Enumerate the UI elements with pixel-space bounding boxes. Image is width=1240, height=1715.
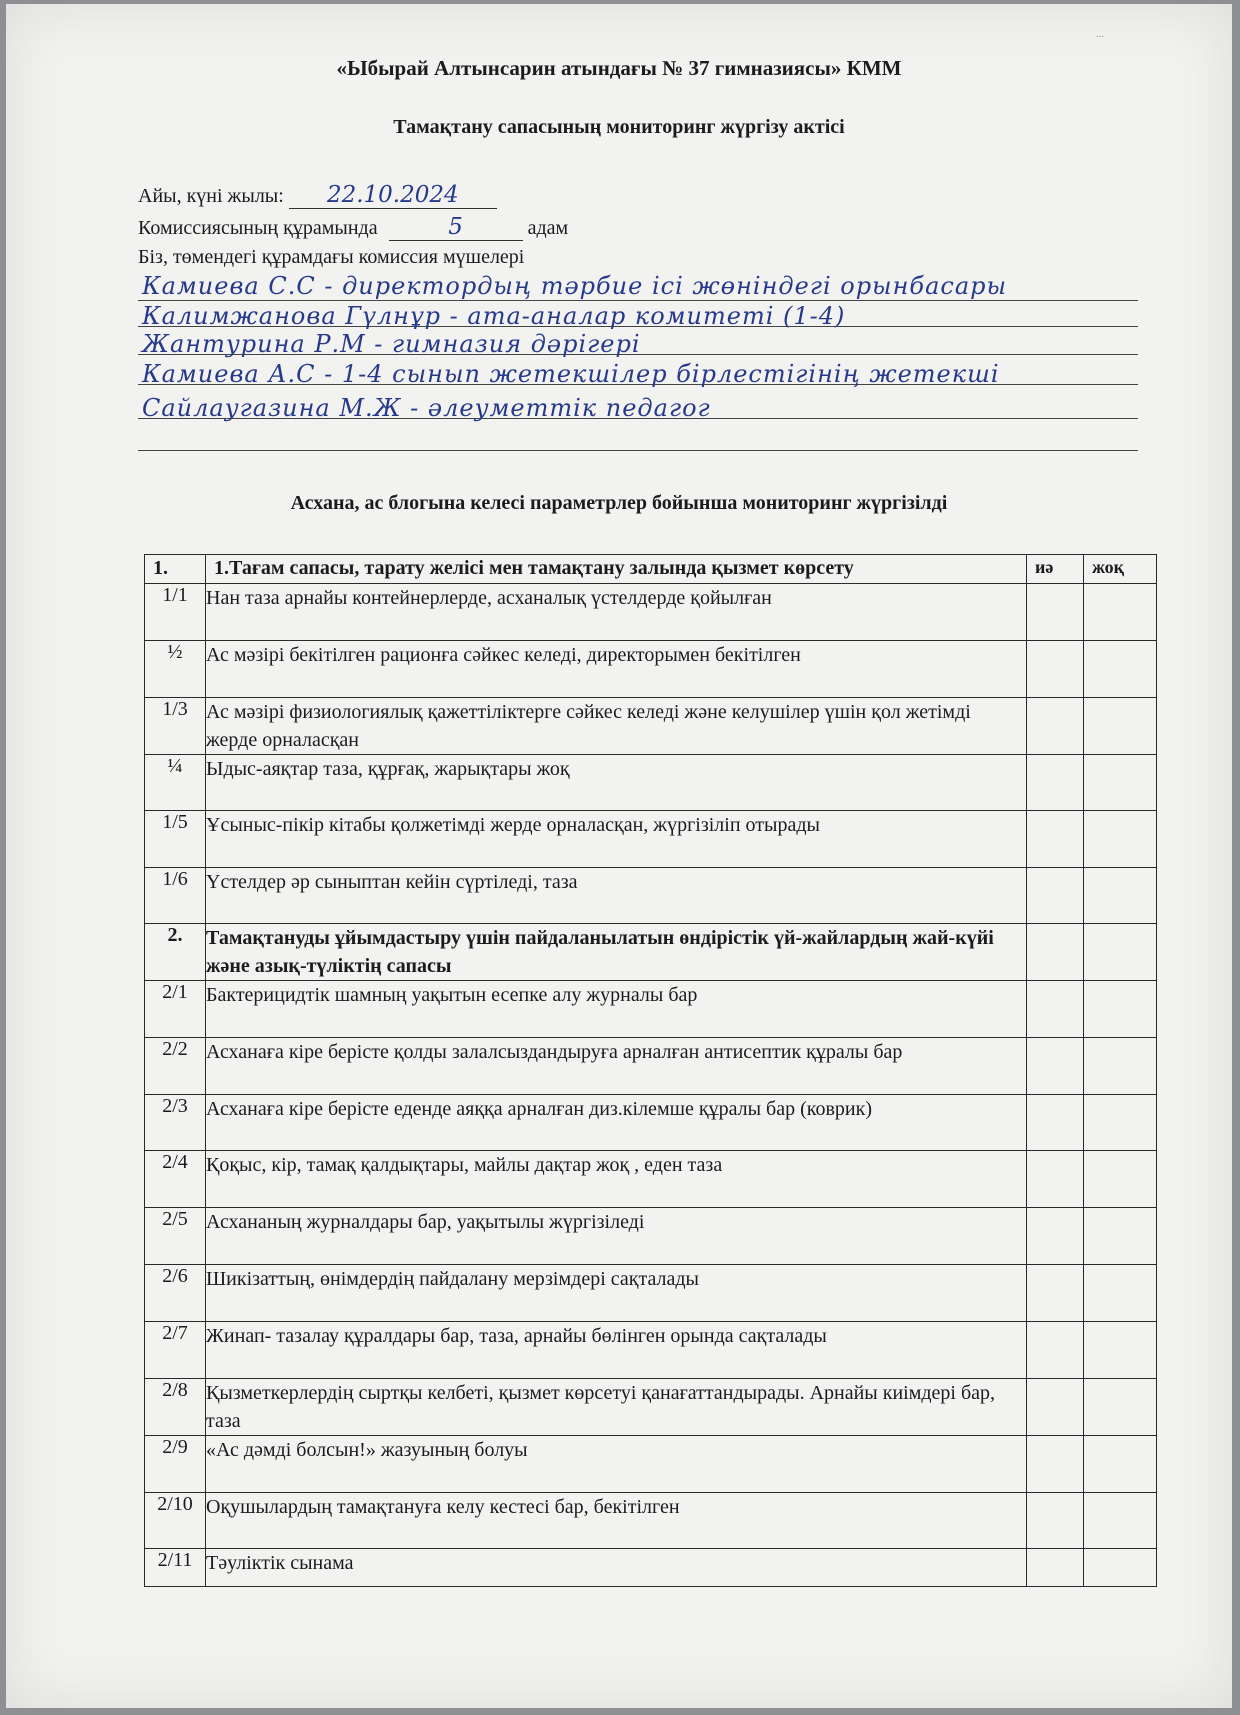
table-row <box>145 584 1157 641</box>
row-criterion: Асханаға кіре берісте қолды залалсыздандыруға арналған антисептик құралы бар <box>206 1038 1027 1095</box>
table-row <box>145 1265 1157 1322</box>
no-cell <box>1084 1549 1157 1587</box>
no-cell <box>1084 641 1157 698</box>
row-criterion: Асхананың журналдары бар, уақытылы жүргізіледі <box>206 1208 1027 1265</box>
yes-cell <box>1027 1379 1084 1436</box>
table-row <box>145 1379 1157 1436</box>
yes-cell <box>1027 1549 1084 1587</box>
row-number: 1/5 <box>145 811 206 868</box>
row-criterion: Қоқыс, кір, тамақ қалдықтары, майлы дақтар жоқ , еден таза <box>206 1151 1027 1208</box>
row-criterion: Оқушылардың тамақтануға келу кестесі бар, бекітілген <box>206 1493 1027 1549</box>
no-cell <box>1084 811 1157 868</box>
date-field <box>138 182 497 209</box>
row-criterion: Қызметкерлердің сыртқы келбеті, қызмет көрсетуі қанағаттандырады. Арнайы киімдері бар, таза <box>206 1379 1027 1436</box>
member-5: Сайлаугазина М.Ж - әлеуметтік педагог <box>142 394 711 422</box>
member-3: Жантурина Р.М - гимназия дәрігері <box>142 330 641 358</box>
table-row <box>145 755 1157 811</box>
table-row <box>145 1322 1157 1379</box>
table-row <box>145 981 1157 1038</box>
section-row <box>145 924 1157 981</box>
document-page <box>6 4 1232 1708</box>
act-title: Тамақтану сапасының мониторинг жүргізу актісі <box>393 116 845 138</box>
row-criterion: Тәуліктік сынама <box>206 1549 1027 1587</box>
commission-count: 5 <box>448 214 463 240</box>
yes-cell <box>1027 1151 1084 1208</box>
row-criterion: Жинап- тазалау құралдары бар, таза, арнайы бөлінген орында сақталады <box>206 1322 1027 1379</box>
no-cell <box>1084 1151 1157 1208</box>
row-criterion: Үстелдер әр сыныптан кейін сүртіледі, таза <box>206 868 1027 924</box>
no-cell <box>1084 1322 1157 1379</box>
commission-field <box>138 214 568 241</box>
row-criterion: Ұсыныс-пікір кітабы қолжетімді жерде орналасқан, жүргізіліп отырады <box>206 811 1027 868</box>
table-row <box>145 1549 1157 1587</box>
corner-mark: ... <box>1096 28 1105 40</box>
row-number: ½ <box>145 641 206 698</box>
row-number: 1/3 <box>145 698 206 755</box>
no-cell <box>1084 1038 1157 1095</box>
yes-cell <box>1027 1322 1084 1379</box>
date-fill <box>289 182 497 209</box>
row-criterion: «Ас дәмді болсын!» жазуының болуы <box>206 1436 1027 1493</box>
commission-fill <box>389 214 523 241</box>
row-number: 2/2 <box>145 1038 206 1095</box>
row-number: 2/4 <box>145 1151 206 1208</box>
table-row <box>145 1436 1157 1493</box>
row-number: ¼ <box>145 755 206 811</box>
table-row <box>145 868 1157 924</box>
table-row <box>145 1038 1157 1095</box>
member-2: Калимжанова Гүлнұр - ата-аналар комитеті (1-4) <box>142 302 846 330</box>
header-no: жоқ <box>1084 555 1157 584</box>
yes-cell <box>1027 981 1084 1038</box>
yes-cell <box>1027 584 1084 641</box>
row-criterion: Тамақтануды ұйымдастыру үшін пайдаланылатын өндірістік үй-жайлардың жай-күйі және азық-түліктің сапасы <box>206 924 1027 981</box>
row-number: 2/7 <box>145 1322 206 1379</box>
yes-cell <box>1027 1493 1084 1549</box>
member-4: Камиева А.С - 1-4 сынып жетекшілер бірлестігінің жетекші <box>142 360 1000 388</box>
member-1: Камиева С.С - директордың тәрбие ісі жөніндегі орынбасары <box>142 272 1008 300</box>
no-cell <box>1084 1265 1157 1322</box>
no-cell <box>1084 1379 1157 1436</box>
row-number: 2/5 <box>145 1208 206 1265</box>
members-label: Біз, төмендегі құрамдағы комиссия мүшелері <box>138 246 525 268</box>
commission-unit: адам <box>527 217 569 239</box>
no-cell <box>1084 868 1157 924</box>
table-row <box>145 811 1157 868</box>
table-row <box>145 698 1157 755</box>
table-row <box>145 641 1157 698</box>
yes-cell <box>1027 641 1084 698</box>
row-criterion: Шикізаттың, өнімдердің пайдалану мерзімдері сақталады <box>206 1265 1027 1322</box>
yes-cell <box>1027 868 1084 924</box>
row-number: 2/6 <box>145 1265 206 1322</box>
no-cell <box>1084 1095 1157 1151</box>
table-row <box>145 1151 1157 1208</box>
row-number: 2/10 <box>145 1493 206 1549</box>
row-number: 2/11 <box>145 1549 206 1587</box>
row-criterion: Нан таза арнайы контейнерлерде, асханалық үстелдерде қойылған <box>206 584 1027 641</box>
row-criterion: Ыдыс-аяқтар таза, құрғақ, жарықтары жоқ <box>206 755 1027 811</box>
table-row <box>145 1208 1157 1265</box>
section-title: Асхана, ас блогына келесі параметрлер бойынша мониторинг жүргізілді <box>290 492 948 514</box>
row-criterion: Ас мәзірі физиологиялық қажеттіліктерге сәйкес келеді және келушілер үшін қол жетімді жерде орналасқан <box>206 698 1027 755</box>
commission-label: Комиссиясының құрамында <box>138 217 378 239</box>
header-title: 1.Тағам сапасы, тарату желісі мен тамақтану залында қызмет көрсету <box>206 555 1027 584</box>
no-cell <box>1084 1493 1157 1549</box>
row-number: 1/1 <box>145 584 206 641</box>
no-cell <box>1084 1208 1157 1265</box>
row-number: 1/6 <box>145 868 206 924</box>
date-label: Айы, күні жылы: <box>138 185 284 207</box>
yes-cell <box>1027 1436 1084 1493</box>
row-number: 2/3 <box>145 1095 206 1151</box>
monitoring-table <box>144 554 1157 1587</box>
yes-cell <box>1027 1265 1084 1322</box>
yes-cell <box>1027 1095 1084 1151</box>
row-criterion: Асханаға кіре берісте еденде аяққа арналған диз.кілемше құралы бар (коврик) <box>206 1095 1027 1151</box>
header-yes: иә <box>1027 555 1084 584</box>
member-line-1 <box>138 300 1138 301</box>
no-cell <box>1084 1436 1157 1493</box>
table-row <box>145 1493 1157 1549</box>
organization-title: «Ыбырай Алтынсарин атындағы № 37 гимназиясы» КММ <box>336 56 902 80</box>
no-cell <box>1084 698 1157 755</box>
yes-cell <box>1027 755 1084 811</box>
no-cell <box>1084 924 1157 981</box>
yes-cell <box>1027 698 1084 755</box>
no-cell <box>1084 755 1157 811</box>
row-number: 2/9 <box>145 1436 206 1493</box>
yes-cell <box>1027 811 1084 868</box>
no-cell <box>1084 584 1157 641</box>
row-criterion: Бактерицидтік шамның уақытын есепке алу журналы бар <box>206 981 1027 1038</box>
row-number: 2. <box>145 924 206 981</box>
yes-cell <box>1027 1038 1084 1095</box>
yes-cell <box>1027 1208 1084 1265</box>
date-value: 22.10.2024 <box>326 182 459 208</box>
no-cell <box>1084 981 1157 1038</box>
yes-cell <box>1027 924 1084 981</box>
table-row <box>145 1095 1157 1151</box>
header-num: 1. <box>145 555 206 584</box>
member-line-6 <box>138 450 1138 451</box>
row-criterion: Ас мәзірі бекітілген рационға сәйкес келеді, директорымен бекітілген <box>206 641 1027 698</box>
table-body <box>145 584 1157 1587</box>
row-number: 2/1 <box>145 981 206 1038</box>
row-number: 2/8 <box>145 1379 206 1436</box>
table-header-row <box>145 555 1157 584</box>
